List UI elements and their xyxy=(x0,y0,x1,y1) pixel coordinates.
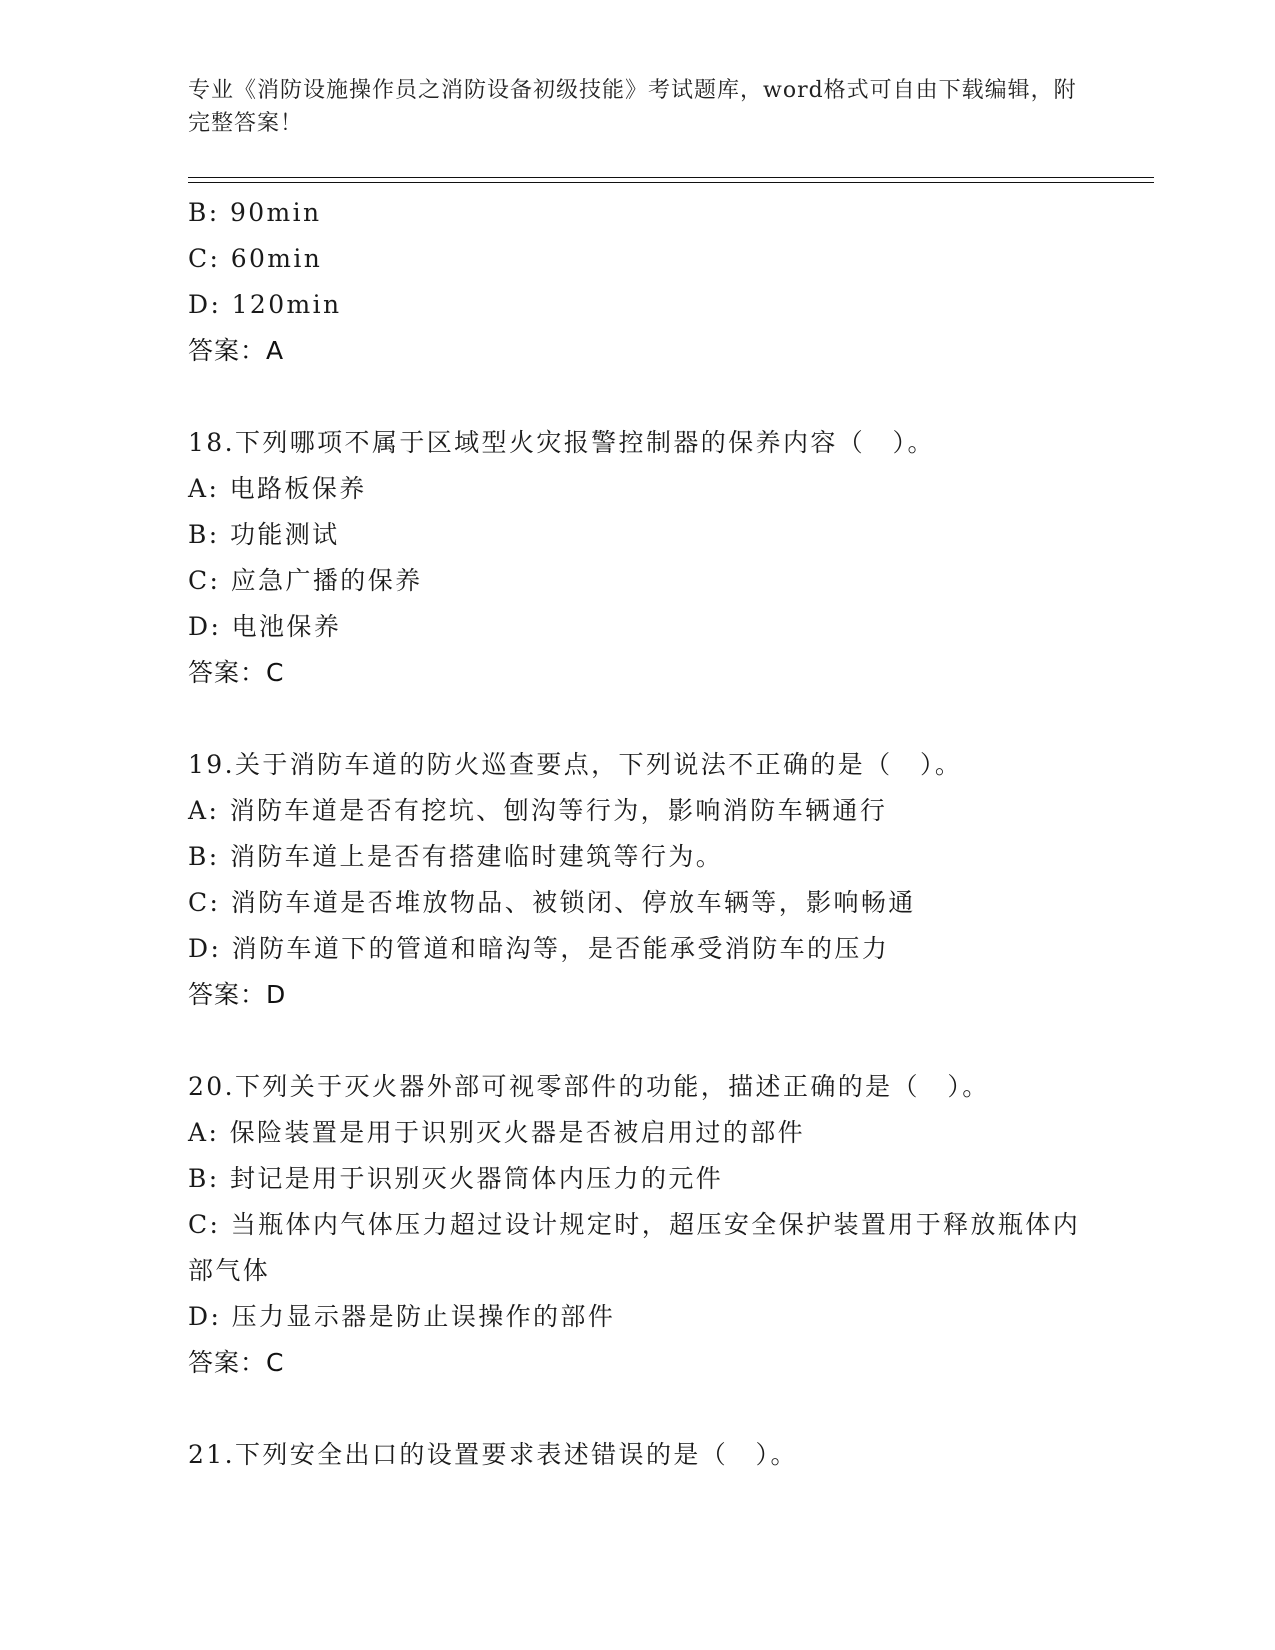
spacer xyxy=(188,1386,1088,1432)
question-stem-19: 19.关于消防车道的防火巡查要点，下列说法不正确的是（ ）。 xyxy=(188,750,963,779)
spacer xyxy=(188,1018,1088,1064)
spacer xyxy=(188,696,1088,742)
option-c: C: 当瓶体内气体压力超过设计规定时，超压安全保护装置用于释放瓶体内部气体 xyxy=(188,1210,1081,1285)
option-c: C: 应急广播的保养 xyxy=(188,566,423,595)
option-b: B: 90min xyxy=(188,198,322,227)
question-stem-20: 20.下列关于灭火器外部可视零部件的功能，描述正确的是（ ）。 xyxy=(188,1072,990,1101)
question-stem-18: 18.下列哪项不属于区域型火灾报警控制器的保养内容（ ）。 xyxy=(188,428,935,457)
option-a: A: 消防车道是否有挖坑、刨沟等行为，影响消防车辆通行 xyxy=(188,796,888,825)
option-c: C: 消防车道是否堆放物品、被锁闭、停放车辆等，影响畅通 xyxy=(188,888,916,917)
spacer xyxy=(188,374,1088,420)
header-rule-bottom xyxy=(188,182,1154,183)
option-d: D: 压力显示器是防止误操作的部件 xyxy=(188,1302,616,1331)
header-rule-top xyxy=(188,177,1154,178)
option-d: D: 消防车道下的管道和暗沟等，是否能承受消防车的压力 xyxy=(188,934,890,963)
option-b: B: 功能测试 xyxy=(188,520,340,549)
question-stem-21: 21.下列安全出口的设置要求表述错误的是（ ）。 xyxy=(188,1440,798,1469)
option-a: A: 电路板保养 xyxy=(188,474,367,503)
option-a: A: 保险装置是用于识别灭火器是否被启用过的部件 xyxy=(188,1118,806,1147)
answer-line: 答案：C xyxy=(188,1348,285,1377)
option-b: B: 消防车道上是否有搭建临时建筑等行为。 xyxy=(188,842,724,871)
option-c: C: 60min xyxy=(188,244,323,273)
option-d: D: 120min xyxy=(188,290,342,319)
answer-line: 答案：C xyxy=(188,658,285,687)
option-b: B: 封记是用于识别灭火器筒体内压力的元件 xyxy=(188,1164,724,1193)
page-header: 专业《消防设施操作员之消防设备初级技能》考试题库，word格式可自由下载编辑，附完整答案！ xyxy=(188,78,1077,136)
answer-line: 答案：D xyxy=(188,980,287,1009)
question-content xyxy=(188,190,1088,1478)
answer-line: 答案：A xyxy=(188,336,285,365)
option-d: D: 电池保养 xyxy=(188,612,342,641)
